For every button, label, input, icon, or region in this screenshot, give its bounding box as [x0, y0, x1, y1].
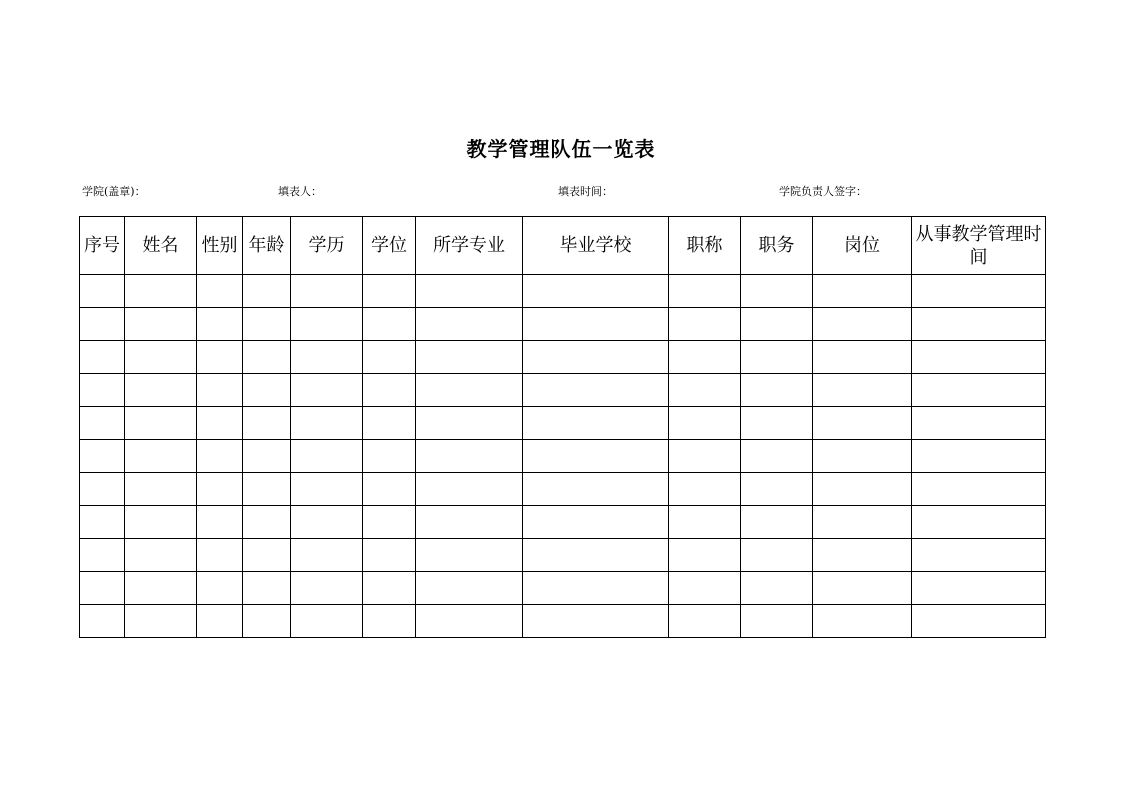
table-cell[interactable] [197, 407, 243, 440]
table-cell[interactable] [813, 473, 912, 506]
table-cell[interactable] [912, 605, 1046, 638]
table-cell[interactable] [416, 308, 523, 341]
table-cell[interactable] [912, 308, 1046, 341]
table-cell[interactable] [813, 440, 912, 473]
header-graduated-school: 毕业学校 [523, 217, 669, 275]
table-row [80, 605, 1046, 638]
table-row [80, 374, 1046, 407]
table-cell[interactable] [523, 440, 669, 473]
staff-roster-table [79, 216, 1046, 638]
table-cell[interactable] [197, 341, 243, 374]
table-cell[interactable] [416, 374, 523, 407]
table-cell[interactable] [291, 539, 363, 572]
table-cell[interactable] [243, 539, 291, 572]
table-cell[interactable] [523, 407, 669, 440]
table-cell[interactable] [741, 275, 813, 308]
table-cell[interactable] [912, 572, 1046, 605]
college-head-signature-field: 学院负责人签字： [779, 185, 867, 198]
table-cell[interactable] [243, 374, 291, 407]
table-cell[interactable] [243, 473, 291, 506]
table-row [80, 572, 1046, 605]
table-cell[interactable] [291, 506, 363, 539]
table-cell[interactable] [363, 506, 416, 539]
table-cell[interactable] [291, 572, 363, 605]
table-cell[interactable] [669, 572, 741, 605]
table-cell[interactable] [912, 341, 1046, 374]
table-cell[interactable] [912, 275, 1046, 308]
table-cell[interactable] [291, 308, 363, 341]
table-cell[interactable] [291, 473, 363, 506]
table-cell[interactable] [741, 572, 813, 605]
table-cell[interactable] [912, 440, 1046, 473]
table-cell[interactable] [813, 275, 912, 308]
table-row [80, 341, 1046, 374]
table-cell[interactable] [912, 506, 1046, 539]
table-cell[interactable] [80, 506, 125, 539]
table-cell[interactable] [363, 605, 416, 638]
table-cell[interactable] [363, 308, 416, 341]
table-row [80, 440, 1046, 473]
table-cell[interactable] [912, 374, 1046, 407]
table-row [80, 506, 1046, 539]
table-cell[interactable] [243, 407, 291, 440]
table-cell[interactable] [741, 440, 813, 473]
table-cell[interactable] [669, 506, 741, 539]
table-cell[interactable] [523, 308, 669, 341]
table-cell[interactable] [523, 572, 669, 605]
table-cell[interactable] [669, 308, 741, 341]
table-cell[interactable] [291, 275, 363, 308]
table-cell[interactable] [669, 605, 741, 638]
table-row [80, 473, 1046, 506]
table-cell[interactable] [416, 341, 523, 374]
table-cell[interactable] [363, 539, 416, 572]
table-cell[interactable] [80, 275, 125, 308]
table-cell[interactable] [416, 440, 523, 473]
table-cell[interactable] [741, 473, 813, 506]
table-cell[interactable] [291, 440, 363, 473]
header-gender: 性别 [197, 217, 243, 275]
table-cell[interactable] [741, 308, 813, 341]
table-cell[interactable] [125, 473, 197, 506]
table-cell[interactable] [416, 506, 523, 539]
table-cell[interactable] [813, 341, 912, 374]
table-cell[interactable] [912, 473, 1046, 506]
table-cell[interactable] [80, 440, 125, 473]
table-cell[interactable] [243, 440, 291, 473]
table-cell[interactable] [80, 374, 125, 407]
table-cell[interactable] [669, 440, 741, 473]
table-row [80, 275, 1046, 308]
table-cell[interactable] [669, 539, 741, 572]
table-cell[interactable] [363, 374, 416, 407]
table-cell[interactable] [741, 605, 813, 638]
table-cell[interactable] [669, 473, 741, 506]
table-cell[interactable] [291, 407, 363, 440]
table-cell[interactable] [197, 275, 243, 308]
table-cell[interactable] [416, 275, 523, 308]
table-cell[interactable] [197, 440, 243, 473]
table-cell[interactable] [523, 539, 669, 572]
table-cell[interactable] [243, 275, 291, 308]
table-cell[interactable] [243, 572, 291, 605]
table-cell[interactable] [416, 539, 523, 572]
table-cell[interactable] [523, 506, 669, 539]
table-cell[interactable] [813, 572, 912, 605]
table-cell[interactable] [243, 341, 291, 374]
header-serial-no: 序号 [80, 217, 125, 275]
table-cell[interactable] [197, 539, 243, 572]
table-cell[interactable] [80, 341, 125, 374]
header-degree: 学位 [363, 217, 416, 275]
table-cell[interactable] [291, 605, 363, 638]
table-cell[interactable] [813, 374, 912, 407]
table-cell[interactable] [243, 605, 291, 638]
table-cell[interactable] [197, 308, 243, 341]
table-header-row [80, 217, 1046, 275]
header-position: 职务 [741, 217, 813, 275]
table-cell[interactable] [669, 275, 741, 308]
table-cell[interactable] [125, 506, 197, 539]
table-row [80, 308, 1046, 341]
header-education: 学历 [291, 217, 363, 275]
table-cell[interactable] [912, 407, 1046, 440]
table-cell[interactable] [741, 341, 813, 374]
table-row [80, 407, 1046, 440]
college-seal-field: 学院(盖章)： [82, 185, 146, 198]
fill-time-field: 填表时间： [558, 185, 613, 198]
table-cell[interactable] [363, 275, 416, 308]
table-cell[interactable] [125, 374, 197, 407]
table-cell[interactable] [197, 605, 243, 638]
table-cell[interactable] [80, 407, 125, 440]
table-cell[interactable] [291, 374, 363, 407]
table-cell[interactable] [243, 506, 291, 539]
table-cell[interactable] [741, 374, 813, 407]
table-cell[interactable] [363, 341, 416, 374]
table-cell[interactable] [741, 407, 813, 440]
page-title: 教学管理队伍一览表 [466, 137, 656, 161]
table-cell[interactable] [523, 341, 669, 374]
table-cell[interactable] [125, 539, 197, 572]
table-body [80, 275, 1046, 638]
table-cell[interactable] [197, 572, 243, 605]
header-professional-title: 职称 [669, 217, 741, 275]
table-cell[interactable] [523, 473, 669, 506]
table-cell[interactable] [912, 539, 1046, 572]
table-cell[interactable] [363, 440, 416, 473]
filler-field: 填表人： [278, 185, 322, 198]
table-cell[interactable] [363, 473, 416, 506]
table-cell[interactable] [741, 506, 813, 539]
header-major: 所学专业 [416, 217, 523, 275]
table-cell[interactable] [813, 407, 912, 440]
table-cell[interactable] [523, 605, 669, 638]
table-cell[interactable] [197, 374, 243, 407]
table-cell[interactable] [813, 506, 912, 539]
table-cell[interactable] [80, 539, 125, 572]
header-teaching-management-years: 从事教学管理时间 [912, 217, 1046, 275]
header-post: 岗位 [813, 217, 912, 275]
table-cell[interactable] [243, 308, 291, 341]
table-cell[interactable] [416, 407, 523, 440]
table-cell[interactable] [125, 440, 197, 473]
table-cell[interactable] [363, 407, 416, 440]
table-cell[interactable] [416, 473, 523, 506]
table-cell[interactable] [669, 407, 741, 440]
table-cell[interactable] [669, 374, 741, 407]
table-cell[interactable] [416, 605, 523, 638]
table-cell[interactable] [197, 506, 243, 539]
table-row [80, 539, 1046, 572]
table-cell[interactable] [125, 407, 197, 440]
header-age: 年龄 [243, 217, 291, 275]
table-cell[interactable] [125, 341, 197, 374]
table-cell[interactable] [416, 572, 523, 605]
table-cell[interactable] [291, 341, 363, 374]
table-cell[interactable] [523, 275, 669, 308]
table-cell[interactable] [125, 308, 197, 341]
table-cell[interactable] [813, 605, 912, 638]
table-cell[interactable] [80, 605, 125, 638]
table-cell[interactable] [363, 572, 416, 605]
table-cell[interactable] [197, 473, 243, 506]
table-cell[interactable] [125, 605, 197, 638]
table-cell[interactable] [813, 308, 912, 341]
table-cell[interactable] [813, 539, 912, 572]
table-cell[interactable] [80, 308, 125, 341]
table-cell[interactable] [80, 473, 125, 506]
table-cell[interactable] [125, 572, 197, 605]
table-cell[interactable] [523, 374, 669, 407]
table-cell[interactable] [80, 572, 125, 605]
header-name: 姓名 [125, 217, 197, 275]
table-cell[interactable] [125, 275, 197, 308]
table-cell[interactable] [741, 539, 813, 572]
table-cell[interactable] [669, 341, 741, 374]
